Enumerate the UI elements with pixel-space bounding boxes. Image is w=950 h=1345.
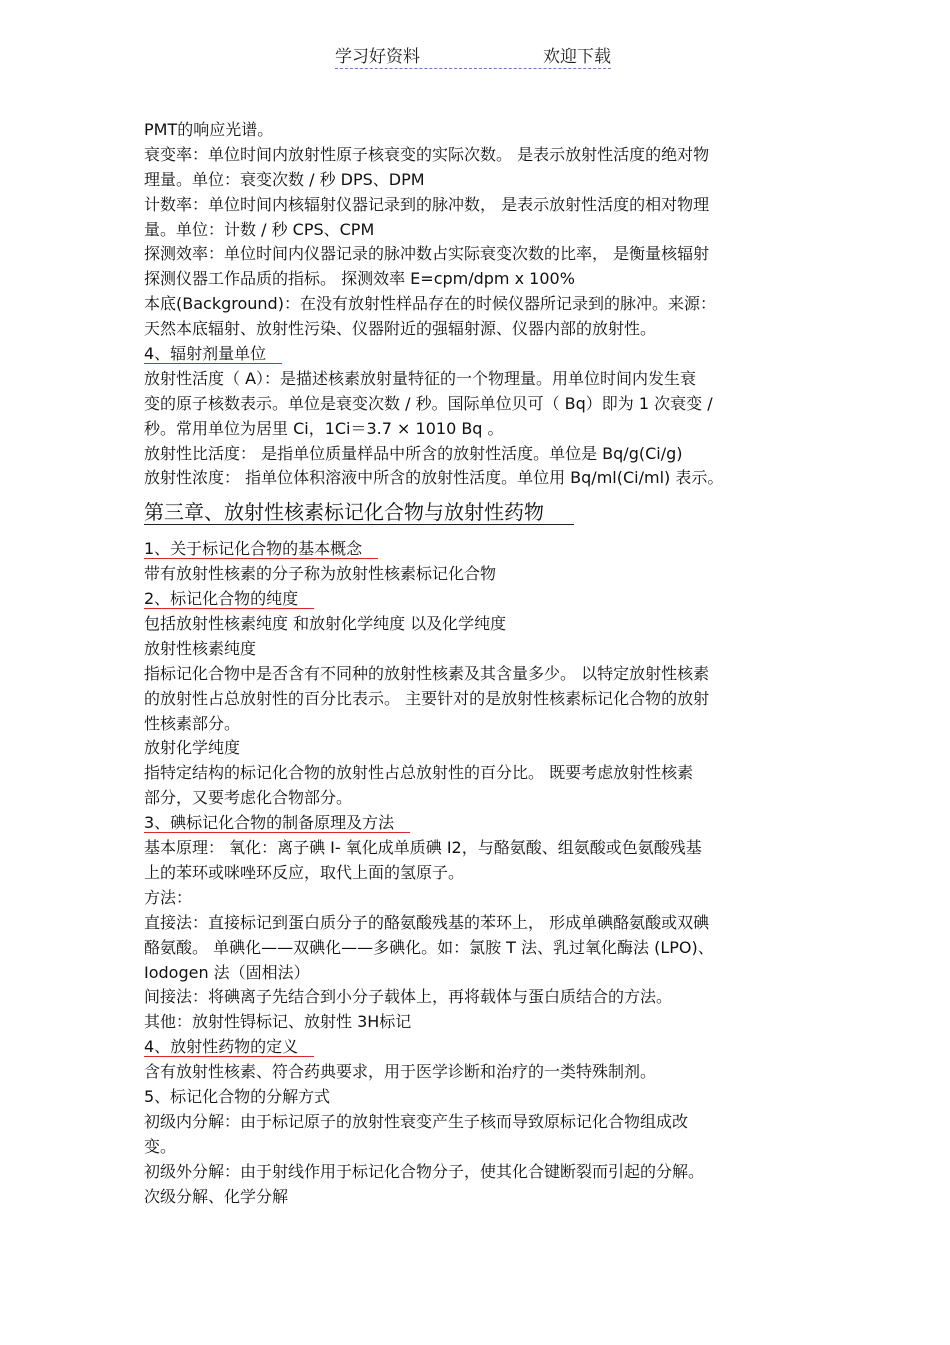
text-line: 的放射性占总放射性的百分比表示。 主要针对的是放射性核素标记化合物的放射 bbox=[144, 688, 710, 708]
text-line: 指标记化合物中是否含有不同种的放射性核素及其含量多少。 以特定放射性核素 bbox=[144, 663, 710, 683]
section-labeled-compounds bbox=[144, 537, 824, 1209]
text-line: PMT的响应光谱。 bbox=[144, 120, 274, 139]
text-line: 包括放射性核素纯度 和放射化学纯度 以及化学纯度 bbox=[144, 614, 507, 634]
text-line: 初级内分解：由于标记原子的放射性衰变产生子核而导致原标记化合物组成改 bbox=[144, 1111, 689, 1131]
text-line: 放射化学纯度 bbox=[144, 738, 241, 758]
text-line: 5、标记化合物的分解方式 bbox=[144, 1086, 331, 1106]
text-line: 基本原理： 氧化：离子碘 I- 氧化成单质碘 I2，与酪氨酸、组氨酸或色氨酸残基 bbox=[144, 838, 702, 858]
text-line: 天然本底辐射、放射性污染、仪器附近的强辐射源、仪器内部的放射性。 bbox=[144, 319, 657, 339]
text-line: 计数率：单位时间内核辐射仪器记录到的脉冲数， 是表示放射性活度的相对物理 bbox=[144, 194, 710, 214]
text-line: Iodogen 法（固相法） bbox=[144, 962, 310, 982]
text-line: 次级分解、化学分解 bbox=[144, 1186, 289, 1206]
chapter-title: 第三章、放射性核素标记化合物与放射性药物 bbox=[144, 493, 824, 531]
text-line: 间接法：将碘离子先结合到小分子载体上，再将载体与蛋白质结合的方法。 bbox=[144, 987, 673, 1007]
text-line: 秒。常用单位为居里 Ci，1Ci＝3.7 × 1010 Bq 。 bbox=[144, 418, 504, 438]
text-line: 上的苯环或咪唑环反应，取代上面的氢原子。 bbox=[144, 862, 465, 882]
page-header bbox=[335, 42, 611, 69]
section-heading: 4、辐射剂量单位 bbox=[144, 342, 824, 367]
section-radioactivity-units bbox=[144, 118, 824, 491]
text-line: 酪氨酸。 单碘化——双碘化——多碘化。如：氯胺 T 法、乳过氧化酶法 (LPO)、 bbox=[144, 937, 714, 957]
text-line: 本底(Background)：在没有放射性样品存在的时候仪器所记录到的脉冲。来源： bbox=[144, 294, 716, 314]
text-line: 带有放射性核素的分子称为放射性核素标记化合物 bbox=[144, 564, 497, 584]
text-line: 含有放射性核素、符合药典要求，用于医学诊断和治疗的一类特殊制剂。 bbox=[144, 1062, 657, 1082]
text-line: 变。 bbox=[144, 1136, 177, 1156]
text-line: 性核素部分。 bbox=[144, 713, 241, 733]
document-body bbox=[144, 118, 824, 1209]
text-line: 变的原子核数表示。单位是衰变次数 / 秒。国际单位贝可（ Bq）即为 1 次衰变 / bbox=[144, 393, 713, 413]
text-line: 其他：放射性锝标记、放射性 3H标记 bbox=[144, 1012, 412, 1032]
section-heading: 1、关于标记化合物的基本概念 bbox=[144, 537, 824, 562]
section-heading: 3、碘标记化合物的制备原理及方法 bbox=[144, 811, 824, 836]
header-left-text: 学习好资料 bbox=[335, 47, 420, 67]
text-line: 放射性比活度： 是指单位质量样品中所含的放射性活度。单位是 Bq/g(Ci/g) bbox=[144, 443, 683, 463]
section-heading: 4、放射性药物的定义 bbox=[144, 1035, 824, 1060]
text-line: 探测仪器工作品质的指标。 探测效率 E=cpm/dpm x 100% bbox=[144, 269, 575, 289]
text-line: 部分，又要考虑化合物部分。 bbox=[144, 788, 353, 808]
text-line: 衰变率：单位时间内放射性原子核衰变的实际次数。 是表示放射性活度的绝对物 bbox=[144, 144, 710, 164]
text-line: 探测效率：单位时间内仪器记录的脉冲数占实际衰变次数的比率， 是衡量核辐射 bbox=[144, 244, 710, 264]
text-line: 指特定结构的标记化合物的放射性占总放射性的百分比。 既要考虑放射性核素 bbox=[144, 763, 694, 783]
text-line: 放射性活度（ A）：是描述核素放射量特征的一个物理量。用单位时间内发生衰 bbox=[144, 368, 697, 388]
text-line: 放射性浓度： 指单位体积溶液中所含的放射性活度。单位用 Bq/ml(Ci/ml) 表示。 bbox=[144, 468, 724, 488]
text-line: 初级外分解：由于射线作用于标记化合物分子，使其化合键断裂而引起的分解。 bbox=[144, 1161, 705, 1181]
text-line: 量。单位：计数 / 秒 CPS、CPM bbox=[144, 219, 375, 239]
text-line: 方法： bbox=[144, 887, 193, 907]
header-right-text: 欢迎下载 bbox=[543, 47, 611, 67]
text-line: 放射性核素纯度 bbox=[144, 638, 257, 658]
text-line: 理量。单位：衰变次数 / 秒 DPS、DPM bbox=[144, 169, 425, 189]
section-heading: 2、标记化合物的纯度 bbox=[144, 587, 824, 612]
text-line: 直接法：直接标记到蛋白质分子的酪氨酸残基的苯环上， 形成单碘酪氨酸或双碘 bbox=[144, 912, 710, 932]
